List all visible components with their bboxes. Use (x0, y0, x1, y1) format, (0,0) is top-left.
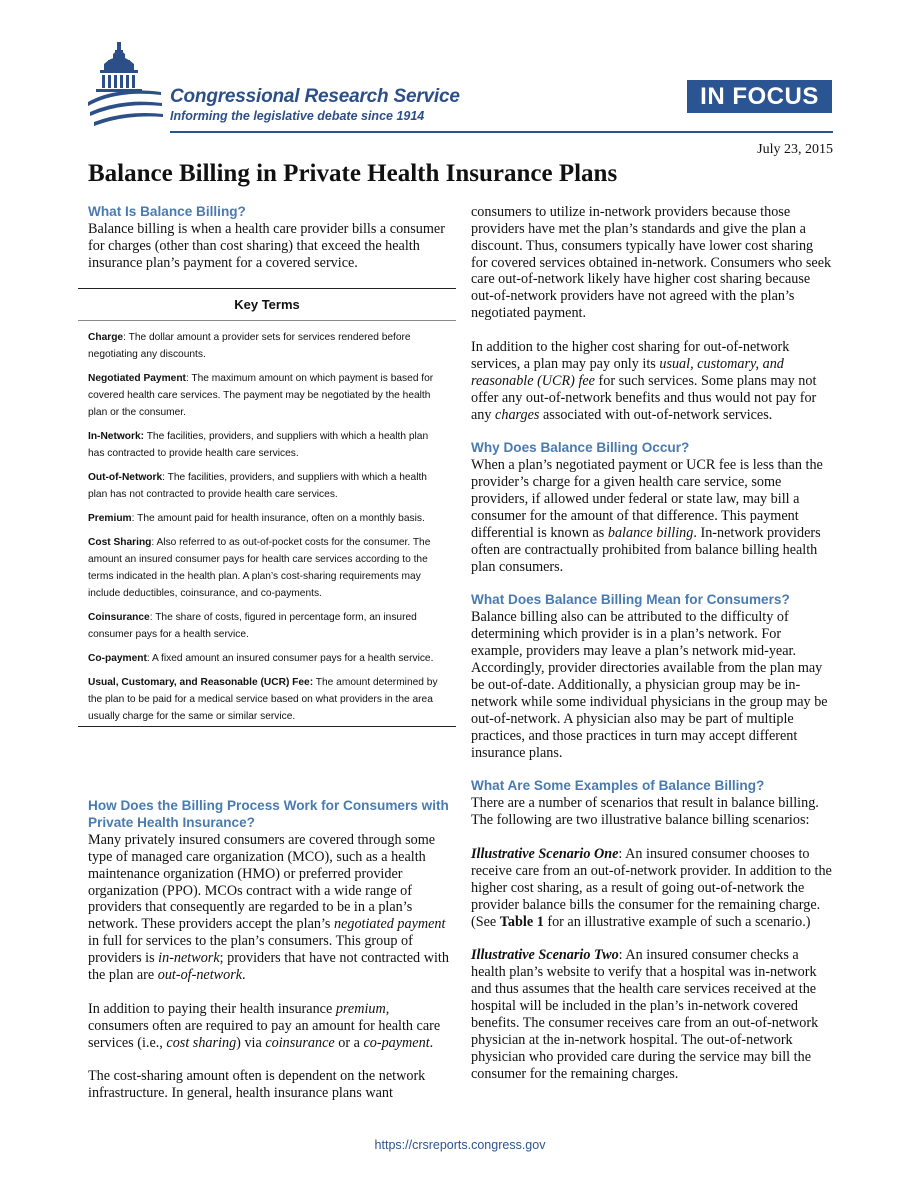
divider (78, 726, 456, 727)
paragraph: Balance billing also can be attributed to the difficulty of determining which provider is in a plan’s network. For example, providers may leave a plan’s network mid-year. Accordingly, provider directories available from the plan may be out-of-date. Additionally, a physician group may be in-network while some individual physicians in the group may be out-of-network. A physician also may be part of multiple practices, and those practices in turn may accept different insurance plans. (471, 609, 828, 761)
left-column-lower (88, 798, 450, 1102)
key-term: Charge: The dollar amount a provider sets for services rendered before negotiating any discounts. (88, 332, 411, 360)
page-title: Balance Billing in Private Health Insurance Plans (88, 160, 618, 187)
scenario-one: Illustrative Scenario One: An insured consumer chooses to receive care from an out-of-network provider. In addition to the higher cost sharing, as a result of going out-of-network the provider balance bills the consumer for the remaining charge. (See Table 1 for an illustrative example of such a scenario.) (471, 846, 832, 930)
key-term: Negotiated Payment: The maximum amount on which payment is based for covered health care services. The payment may be negotiated by the health plan or the consumer. (88, 373, 434, 418)
paragraph-continued: The cost-sharing amount often is dependent on the network infrastructure. In general, health insurance plans want (88, 1068, 426, 1102)
section-heading-what-is: What Is Balance Billing? (88, 204, 246, 219)
section-heading-why-occur: Why Does Balance Billing Occur? (471, 440, 690, 456)
paragraph: In addition to paying their health insurance premium, consumers often are required to pay an amount for health care services (i.e., cost sharing) via coinsurance or a co-payment. (88, 1000, 441, 1051)
paragraph: Balance billing is when a health care provider bills a consumer for charges (other than cost sharing) that exceed the health insurance plan’s payment for a covered service. (88, 220, 445, 271)
header-divider (170, 131, 833, 133)
publication-date: July 23, 2015 (757, 142, 833, 157)
paragraph: When a plan’s negotiated payment or UCR fee is less than the provider’s charge for a given health care service, some providers, if allowed under federal or state law, may bill a consumer for the amount of that difference. This payment differential is known as balance billing. In-network providers often are contractually prohibited from balance billing health plan consumers. (471, 457, 823, 575)
paragraph: Many privately insured consumers are covered through some type of managed care organization (MCO), such as a health maintenance organization (HMO) or preferred provider organization (PPO). MCOs contract with a wide range of providers that consequently are regarded to be in a plan’s network. These providers accept the plan’s negotiated payment in full for services to the plan’s consumers. This group of providers is in-network; providers that have not contracted with the plan are out-of-network. (88, 831, 449, 984)
in-focus-badge: IN FOCUS (687, 80, 832, 113)
footer-url-link[interactable]: https://crsreports.congress.gov (374, 1138, 546, 1152)
key-term: Usual, Customary, and Reasonable (UCR) Fee: The amount determined by the plan to be paid for a medical service based on what providers in the area usually charge for the same or similar service. (88, 677, 438, 722)
key-terms-box (78, 288, 456, 727)
key-terms-heading: Key Terms (234, 297, 300, 312)
key-term: Co-payment: A fixed amount an insured consumer pays for a health service. (88, 653, 434, 664)
key-term: Out-of-Network: The facilities, providers, and suppliers with which a health plan has not contracted to provide health care services. (88, 472, 427, 500)
paragraph-continuation: consumers to utilize in-network providers because those providers have met the plan’s standards and give the plan a discount. Thus, consumers typically have lower cost sharing for covered services obtained in-network. Consumers who seek care out-of-network likely have higher cost sharing because out-of-network providers have not agreed with the plan’s negotiated payment. (471, 204, 832, 322)
capitol-dome-icon (86, 40, 166, 130)
key-term: Coinsurance: The share of costs, figured in percentage form, an insured consumer pays for a health service. (88, 612, 417, 640)
scenario-two: Illustrative Scenario Two: An insured consumer checks a health plan’s website to verify that a hospital was in-network and thus assumes that the health care services received at the hospital will be included in the plan’s in-network covered benefits. The consumer receives care from an out-of-network physician at the in-network hospital. The out-of-network physician who provided care during the service may bill the consumer for the remaining charges. (471, 947, 819, 1082)
paragraph: In addition to the higher cost sharing for out-of-network services, a plan may pay only its usual, customary, and reasonable (UCR) fee for such services. Some plans may not offer any out-of-network benefits and thus would not pay for any charges associated with out-of-network services. (471, 338, 817, 423)
key-terms-list (78, 321, 456, 725)
org-logo-text (170, 86, 460, 124)
left-column (88, 204, 450, 272)
right-column (471, 204, 833, 1083)
org-tagline: Informing the legislative debate since 1914 (170, 109, 425, 123)
section-heading-billing-process: How Does the Billing Process Work for Consumers with Private Health Insurance? (88, 798, 449, 830)
key-term: Cost Sharing: Also referred to as out-of-pocket costs for the consumer. The amount an insured consumer pays for health care services according to the terms indicated in the health plan. A plan’s cost-sharing requirements may include deductibles, coinsurance, and co-payments. (88, 537, 431, 599)
key-term: Premium: The amount paid for health insurance, often on a monthly basis. (88, 513, 425, 524)
section-heading-examples: What Are Some Examples of Balance Billing? (471, 778, 765, 794)
org-name: Congressional Research Service (170, 86, 460, 107)
key-term: In-Network: The facilities, providers, and suppliers with which a health plan has contracted to provide health care services. (88, 431, 429, 459)
paragraph: There are a number of scenarios that result in balance billing. The following are two illustrative balance billing scenarios: (471, 795, 819, 829)
section-heading-consumers: What Does Balance Billing Mean for Consumers? (471, 592, 790, 608)
